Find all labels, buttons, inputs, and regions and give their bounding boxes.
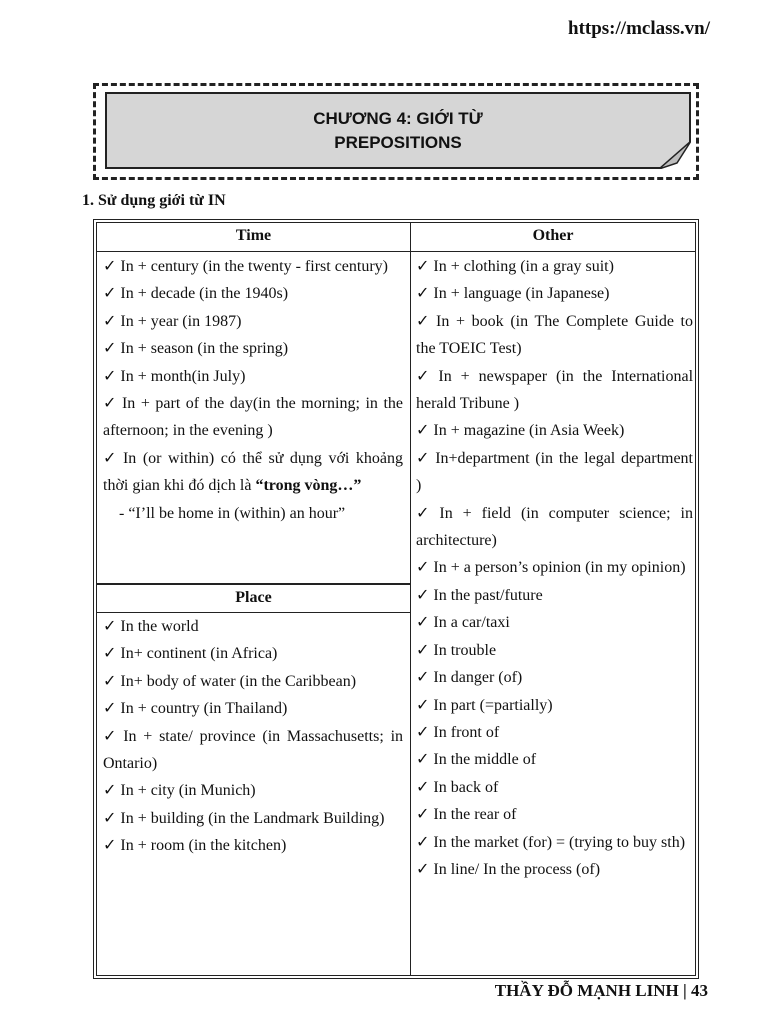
checkmark-icon: ✓ bbox=[103, 618, 117, 635]
checkmark-icon: ✓ bbox=[416, 586, 430, 604]
list-item: ✓ In + book (in The Complete Guide to the TOEIC Test) bbox=[416, 312, 693, 358]
example-line: - “I’ll be home in (within) an hour” bbox=[119, 504, 346, 522]
time-column-header: Time bbox=[235, 227, 272, 244]
checkmark-icon: ✓ bbox=[416, 367, 435, 385]
list-item: ✓ In + country (in Thailand) bbox=[103, 700, 288, 718]
list-item: ✓ In + season (in the spring) bbox=[103, 340, 289, 358]
checkmark-icon: ✓ bbox=[416, 614, 430, 632]
list-item: ✓ In + city (in Munich) bbox=[103, 782, 256, 800]
checkmark-icon: ✓ bbox=[416, 641, 430, 659]
list-item: ✓ In + month(in July) bbox=[103, 367, 246, 385]
list-item: ✓ In + decade (in the 1940s) bbox=[103, 285, 289, 303]
list-item: ✓ In + state/ province (in Massachusetts; in Ontario) bbox=[103, 727, 404, 773]
list-item: ✓ In + part of the day(in the morning; in the afternoon; in the evening ) bbox=[103, 395, 403, 440]
checkmark-icon: ✓ bbox=[416, 833, 430, 851]
checkmark-icon: ✓ bbox=[416, 860, 430, 878]
checkmark-icon: ✓ bbox=[416, 449, 432, 467]
list-item: ✓ In+ continent (in Africa) bbox=[103, 645, 278, 663]
checkmark-icon: ✓ bbox=[103, 727, 120, 745]
list-item: ✓ In part (=partially) bbox=[416, 696, 553, 714]
translation-bold: “trong vòng…” bbox=[255, 477, 362, 495]
list-item: ✓ In the past/future bbox=[416, 586, 543, 604]
checkmark-icon: ✓ bbox=[416, 312, 433, 330]
checkmark-icon: ✓ bbox=[103, 809, 117, 827]
chapter-subtitle: PREPOSITIONS bbox=[334, 132, 462, 152]
list-item: ✓ In back of bbox=[416, 778, 499, 796]
list-item: ✓ In + magazine (in Asia Week) bbox=[416, 422, 625, 440]
checkmark-icon: ✓ bbox=[103, 782, 117, 800]
checkmark-icon: ✓ bbox=[103, 367, 117, 385]
list-item: ✓ In + field (in computer science; in architecture) bbox=[416, 504, 693, 550]
checkmark-icon: ✓ bbox=[416, 285, 430, 303]
checkmark-icon: ✓ bbox=[103, 285, 117, 303]
list-item: ✓ In + clothing (in a gray suit) bbox=[416, 258, 614, 275]
checkmark-icon: ✓ bbox=[416, 806, 430, 824]
page-footer bbox=[495, 981, 708, 1001]
list-item: ✓ In + newspaper (in the International herald Tribune ) bbox=[416, 367, 694, 413]
list-item: ✓ In+department (in the legal department ) bbox=[416, 449, 694, 495]
checkmark-icon: ✓ bbox=[416, 504, 436, 522]
checkmark-icon: ✓ bbox=[416, 751, 430, 769]
page-number: 43 bbox=[691, 981, 708, 1000]
checkmark-icon: ✓ bbox=[103, 340, 117, 358]
list-item: ✓ In line/ In the process (of) bbox=[416, 860, 601, 878]
checkmark-icon: ✓ bbox=[416, 723, 430, 741]
list-item: ✓ In + a person’s opinion (in my opinion) bbox=[416, 559, 686, 577]
place-cell bbox=[103, 613, 403, 860]
place-column-header: Place bbox=[235, 589, 272, 606]
list-item: ✓ In the rear of bbox=[416, 806, 517, 824]
checkmark-icon: ✓ bbox=[416, 258, 430, 275]
checkmark-icon: ✓ bbox=[416, 669, 430, 687]
list-item: ✓ In the world bbox=[103, 618, 199, 635]
list-item: ✓ In the market (for) = (trying to buy sth) bbox=[416, 833, 686, 851]
list-item: ✓ In + year (in 1987) bbox=[103, 312, 242, 330]
list-item: ✓ In front of bbox=[416, 723, 500, 741]
other-cell bbox=[416, 253, 693, 883]
time-cell bbox=[103, 253, 403, 527]
chapter-banner bbox=[105, 92, 691, 169]
footer-separator: | bbox=[683, 981, 687, 1000]
list-item: ✓ In danger (of) bbox=[416, 669, 523, 687]
list-item: ✓ In + building (in the Landmark Building) bbox=[103, 809, 385, 827]
checkmark-icon: ✓ bbox=[103, 672, 117, 690]
column-divider bbox=[410, 223, 411, 975]
checkmark-icon: ✓ bbox=[103, 700, 117, 718]
list-item: ✓ In trouble bbox=[416, 641, 497, 659]
other-column-header: Other bbox=[532, 227, 574, 244]
header-divider bbox=[97, 251, 695, 252]
list-item: ✓ In the middle of bbox=[416, 751, 537, 769]
list-item: ✓ In + language (in Japanese) bbox=[416, 285, 610, 303]
checkmark-icon: ✓ bbox=[416, 696, 430, 714]
chapter-title: CHƯƠNG 4: GIỚI TỪ bbox=[313, 108, 483, 128]
list-item: ✓ In a car/taxi bbox=[416, 614, 510, 632]
list-item: ✓ In (or within) có thể sử dụng với khoảng thời gian khi đó dịch là “trong vòng…” bbox=[103, 449, 404, 495]
checkmark-icon: ✓ bbox=[103, 837, 117, 855]
place-header-row bbox=[97, 583, 410, 613]
list-item: ✓ In+ body of water (in the Caribbean) bbox=[103, 672, 357, 690]
checkmark-icon: ✓ bbox=[103, 449, 119, 467]
page-fold-icon bbox=[659, 141, 691, 169]
author-name: THẦY ĐỖ MẠNH LINH bbox=[494, 981, 679, 1000]
section-heading: 1. Sử dụng giới từ IN bbox=[82, 192, 226, 209]
checkmark-icon: ✓ bbox=[416, 422, 430, 440]
list-item: ✓ In + room (in the kitchen) bbox=[103, 837, 287, 855]
prepositions-table bbox=[93, 219, 699, 979]
checkmark-icon: ✓ bbox=[103, 395, 118, 413]
checkmark-icon: ✓ bbox=[103, 312, 117, 330]
checkmark-icon: ✓ bbox=[103, 258, 117, 275]
checkmark-icon: ✓ bbox=[416, 778, 430, 796]
checkmark-icon: ✓ bbox=[416, 559, 430, 577]
checkmark-icon: ✓ bbox=[103, 645, 117, 663]
site-url[interactable]: https://mclass.vn/ bbox=[568, 18, 710, 39]
list-item: ✓ In + century (in the twenty - first century) bbox=[103, 258, 389, 275]
